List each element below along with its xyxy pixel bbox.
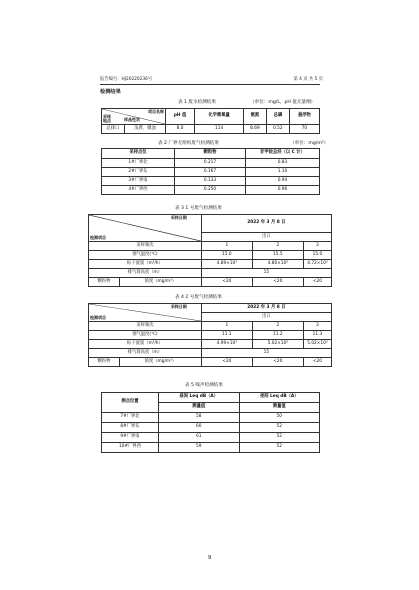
table4-conc: <20 (252, 358, 303, 367)
report-number: 报告编号：HJ20220236号 (100, 77, 153, 82)
table2-cell: 2#厂界东 (102, 168, 175, 177)
table2-cell: 3#厂界南 (102, 177, 175, 186)
table1-site: 总排口 (102, 125, 125, 134)
table3-caption: 表 3 1 号废气检测结果 (175, 206, 222, 211)
table5-cell: 9#厂界南 (102, 433, 159, 443)
exhaust-gas-1-table (88, 214, 332, 287)
table4-pm-label: 颗粒物 (89, 358, 120, 367)
table2-cell: 1#厂界北 (102, 159, 175, 168)
table1-header-cod: 化学需氧量 (195, 109, 244, 125)
table4-diag-bottom: 检测项目 (90, 315, 106, 321)
table1-value: 0.52 (266, 125, 289, 134)
table5-header-site: 测点位置 (102, 393, 159, 413)
table1-diag-mid: 样品性状 (124, 116, 140, 122)
table4-freq: 3 (303, 322, 331, 331)
table4-flow: 5.02×10³ (303, 340, 331, 349)
table1-diag-bottom: 采样 地点 (103, 113, 111, 124)
table4-diag-header (89, 304, 202, 322)
table1-value: 8.69 (243, 125, 266, 134)
table3-flow: 4.80×10³ (252, 260, 303, 269)
table2-header-nmhc: 非甲烷总烃（以 C 计） (246, 149, 320, 159)
table5-cell: 52 (239, 433, 320, 443)
table5-cell: 7#厂界北 (102, 413, 159, 423)
table4-height: 15 (201, 349, 331, 358)
table4-diag-top: 采样日期 (170, 304, 187, 309)
table4-temp: 11.1 (201, 331, 252, 340)
table2-caption: 表 2 厂界无组织废气检测结果 (158, 141, 219, 146)
table3-diag-header (89, 215, 202, 242)
table4-height-label: 排气筒高度（m） (89, 349, 202, 358)
table1-header-ss: 悬浮物 (289, 109, 319, 125)
exhaust-gas-2-table (88, 303, 332, 367)
table2-header-pm: 颗粒物 (175, 149, 246, 159)
table5-cell: 52 (239, 443, 320, 453)
table3-temp: 15.0 (303, 251, 331, 260)
table3-conc: <20 (303, 278, 331, 287)
table1-diag-top: 项目名称 (148, 108, 164, 114)
header-rule (100, 84, 320, 85)
table3-diag-bottom: 检测项目 (90, 235, 106, 241)
table1-value: 70 (289, 125, 319, 134)
table3-freq: 1 (201, 242, 252, 251)
table4-conc: <20 (303, 358, 331, 367)
table5-caption: 表 5 噪声检测结果 (185, 383, 224, 388)
table1-value: 8.0 (166, 125, 195, 134)
page-number: 9 (208, 555, 212, 561)
table3-freq: 3 (303, 242, 331, 251)
table3-conc: <20 (201, 278, 252, 287)
section-title: 检测结果 (100, 89, 121, 95)
table5-cell: 10#厂界西 (102, 443, 159, 453)
table3-flow-label: 标干流量（m³/h） (89, 260, 202, 269)
table5-cell: 50 (239, 413, 320, 423)
table5-measured-night: 测量值 (239, 403, 320, 413)
table3-flow: 4.72×10³ (303, 260, 331, 269)
table3-outlet: 出口 (201, 233, 331, 242)
table5-cell: 61 (159, 433, 240, 443)
table3-height: 15 (201, 269, 331, 278)
table4-conc: <20 (201, 358, 252, 367)
table3-flow: 4.89×10³ (201, 260, 252, 269)
table2-cell: 0.217 (175, 159, 246, 168)
table4-flow-label: 标干流量（m³/h） (89, 340, 202, 349)
table1-value: 114 (195, 125, 244, 134)
table2-header-site: 采样点位 (102, 149, 175, 159)
table2-cell: 1.10 (246, 168, 320, 177)
table2-unit: （单位：mg/m³） (290, 141, 329, 146)
table4-temp: 11.2 (252, 331, 303, 340)
table5-header-night: 夜间 Leq dB（A） (239, 393, 320, 403)
table3-freq: 2 (252, 242, 303, 251)
table2-cell: 0.96 (246, 186, 320, 195)
table5-measured-day: 测量值 (159, 403, 240, 413)
table3-date: 2022 年 3 月 8 日 (201, 215, 331, 233)
table4-freq: 2 (252, 322, 303, 331)
table2-cell: 0.133 (175, 177, 246, 186)
table5-cell: 52 (239, 423, 320, 433)
wastewater-table (101, 108, 320, 134)
table4-flow: 4.99×10³ (201, 340, 252, 349)
table3-conc: <20 (252, 278, 303, 287)
fugitive-gas-table (101, 148, 320, 195)
table4-freq: 1 (201, 322, 252, 331)
page-info: 第 4 页 共 5 页 (293, 77, 323, 82)
table3-freq-label: 采样频次 (89, 242, 202, 251)
table3-temp: 15.0 (201, 251, 252, 260)
table1-header-tp: 总磷 (266, 109, 289, 125)
table4-temp: 11.3 (303, 331, 331, 340)
table1-nature: 浅黄、微浊 (125, 125, 166, 134)
table3-temp-label: 烟气温度(℃) (89, 251, 202, 260)
table4-caption: 表 4 2 号废气检测结果 (175, 295, 222, 300)
table3-pm-label: 颗粒物 (89, 278, 120, 287)
table5-cell: 58 (159, 413, 240, 423)
table5-header-day: 昼间 Leq dB（A） (159, 393, 240, 403)
table2-cell: 4#厂界西 (102, 186, 175, 195)
table1-caption: 表 1 废水检测结果 (178, 100, 217, 105)
table1-diag-header (102, 109, 166, 125)
table4-conc-label: 浓度（mg/m³） (120, 358, 202, 367)
table4-outlet: 出口 (201, 313, 331, 322)
noise-table (101, 392, 320, 453)
table3-diag-top: 采样日期 (170, 215, 187, 220)
table4-freq-label: 采样频次 (89, 322, 202, 331)
table4-flow: 5.02×10³ (252, 340, 303, 349)
table4-date: 2022 年 3 月 8 日 (201, 304, 331, 313)
table1-header-nh3n: 氨氮 (243, 109, 266, 125)
table2-cell: 0.83 (246, 159, 320, 168)
table2-cell: 0.250 (175, 186, 246, 195)
table3-temp: 15.5 (252, 251, 303, 260)
table1-unit: （单位：mg/L，pH 值无量纲） (250, 100, 316, 105)
table5-cell: 59 (159, 443, 240, 453)
table3-height-label: 排气筒高度（m） (89, 269, 202, 278)
table1-header-ph: pH 值 (166, 109, 195, 125)
table5-cell: 8#厂界东 (102, 423, 159, 433)
table2-cell: 0.94 (246, 177, 320, 186)
table2-cell: 0.167 (175, 168, 246, 177)
table5-cell: 60 (159, 423, 240, 433)
table3-conc-label: 浓度（mg/m³） (120, 278, 202, 287)
table4-temp-label: 烟气温度(℃) (89, 331, 202, 340)
